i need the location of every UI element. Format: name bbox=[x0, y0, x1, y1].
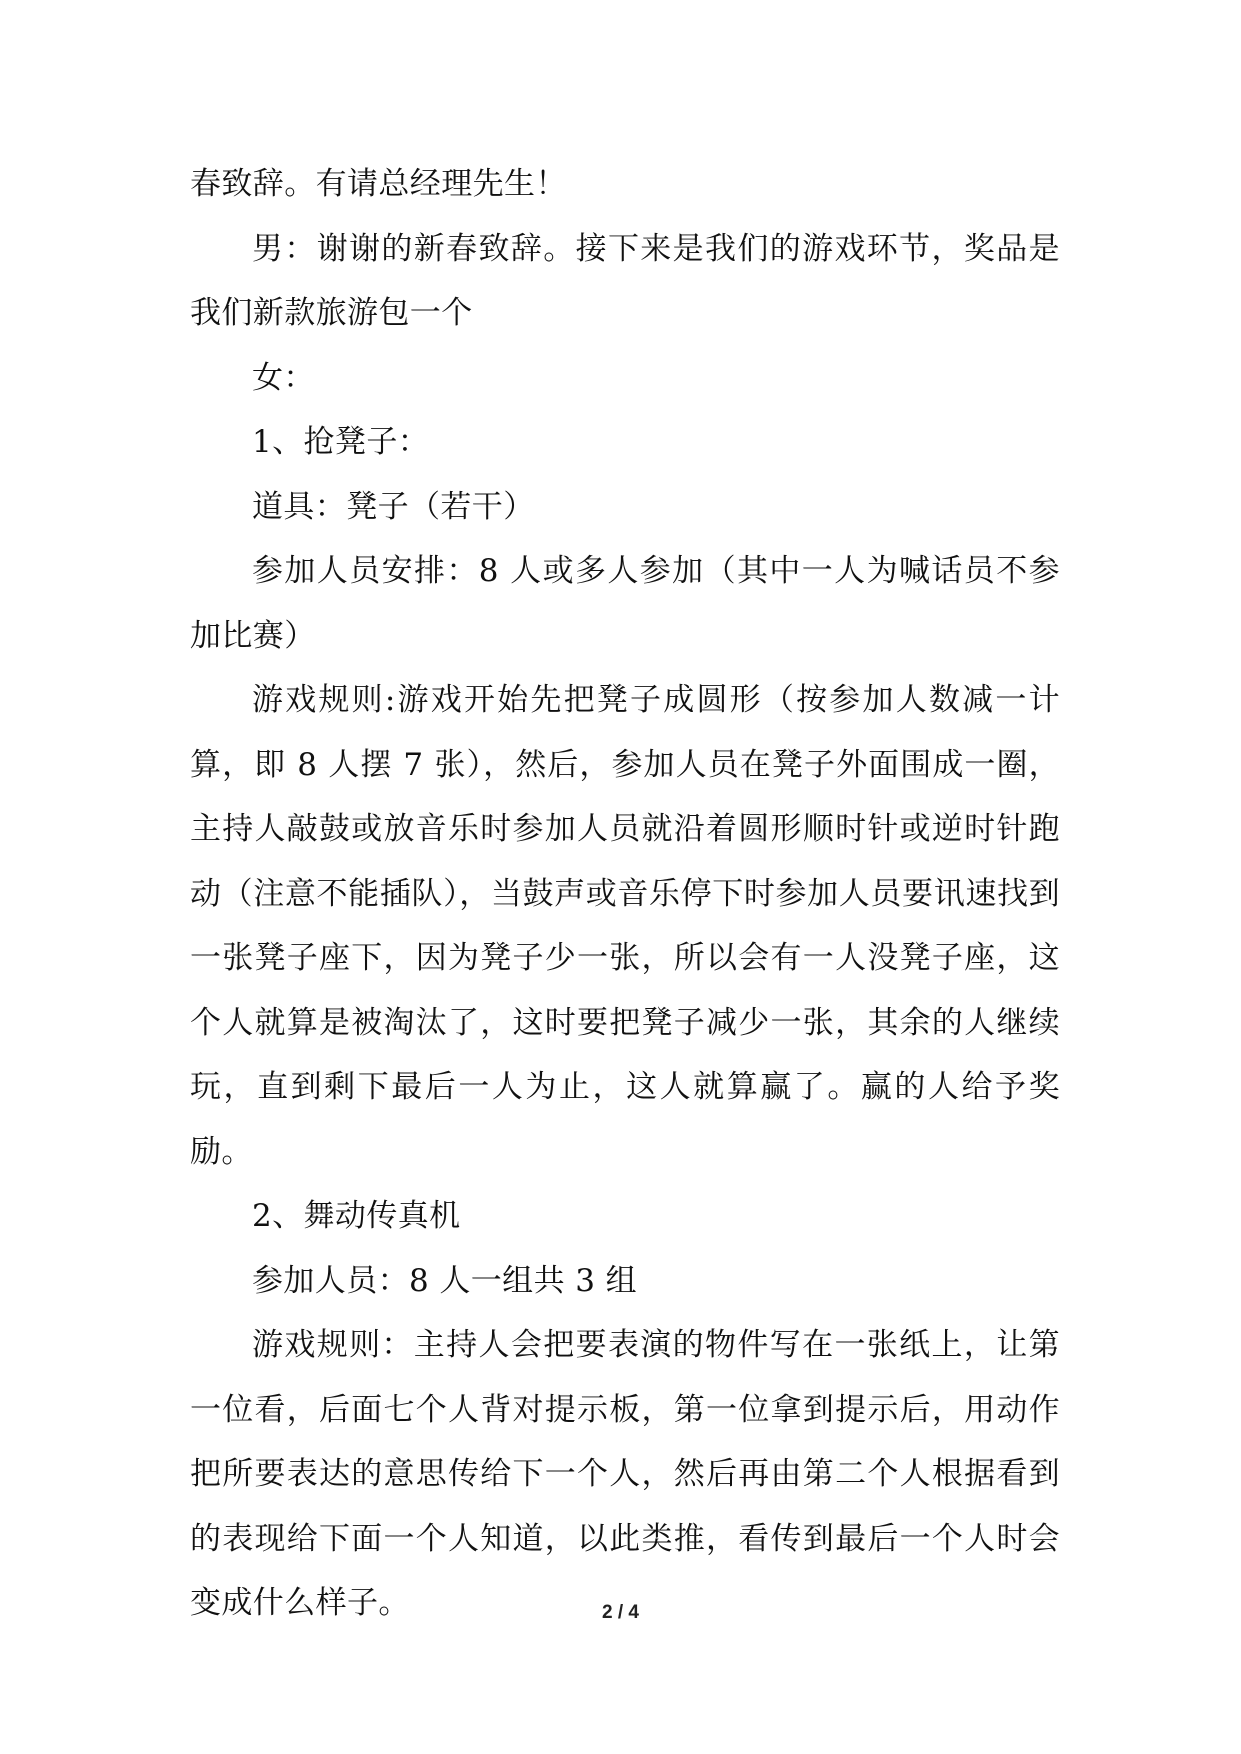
heading-game-2: 2、舞动传真机 bbox=[252, 1198, 461, 1234]
heading-game-1: 1、抢凳子： bbox=[252, 424, 430, 460]
paragraph-participants-1: 参加人员安排：8 人或多人参加（其中一人为喊话员不参加比赛） bbox=[190, 553, 1060, 654]
paragraph-female-host: 女： bbox=[252, 359, 315, 396]
paragraph-rules-1: 游戏规则:游戏开始先把凳子成圆形（按参加人数减一计算，即 8 人摆 7 张），然后，参加人员在凳子外面围成一圈，主持人敲鼓或放音乐时参加人员就沿着圆形顺时针或逆时针跑动（注意不能插队），当鼓声或音乐停下时参加人员要讯速找到一张凳子座下，因为凳子少一张，所以会有一人没凳子座，这个人就算是被淘汰了，这时要把凳子减少一张，其余的人继续玩，直到剩下最后一人为止，这人就算赢了。赢的人给予奖励。 bbox=[190, 682, 1060, 1170]
page-number: 2 / 4 bbox=[602, 1602, 639, 1623]
paragraph-greeting-end: 春致辞。有请总经理先生！ bbox=[190, 166, 567, 202]
paragraph-male-host: 男：谢谢的新春致辞。接下来是我们的游戏环节，奖品是我们新款旅游包一个 bbox=[190, 230, 1060, 331]
paragraph-rules-2: 游戏规则：主持人会把要表演的物件写在一张纸上，让第一位看，后面七个人背对提示板，第一位拿到提示后，用动作把所要表达的意思传给下一个人，然后再由第二个人根据看到的表现给下面一个人知道，以此类推，看传到最后一个人时会变成什么样子。 bbox=[190, 1327, 1060, 1621]
paragraph-props: 道具：凳子（若干） bbox=[252, 488, 535, 525]
document-body bbox=[190, 152, 1060, 1636]
paragraph-participants-2: 参加人员：8 人一组共 3 组 bbox=[252, 1262, 638, 1299]
